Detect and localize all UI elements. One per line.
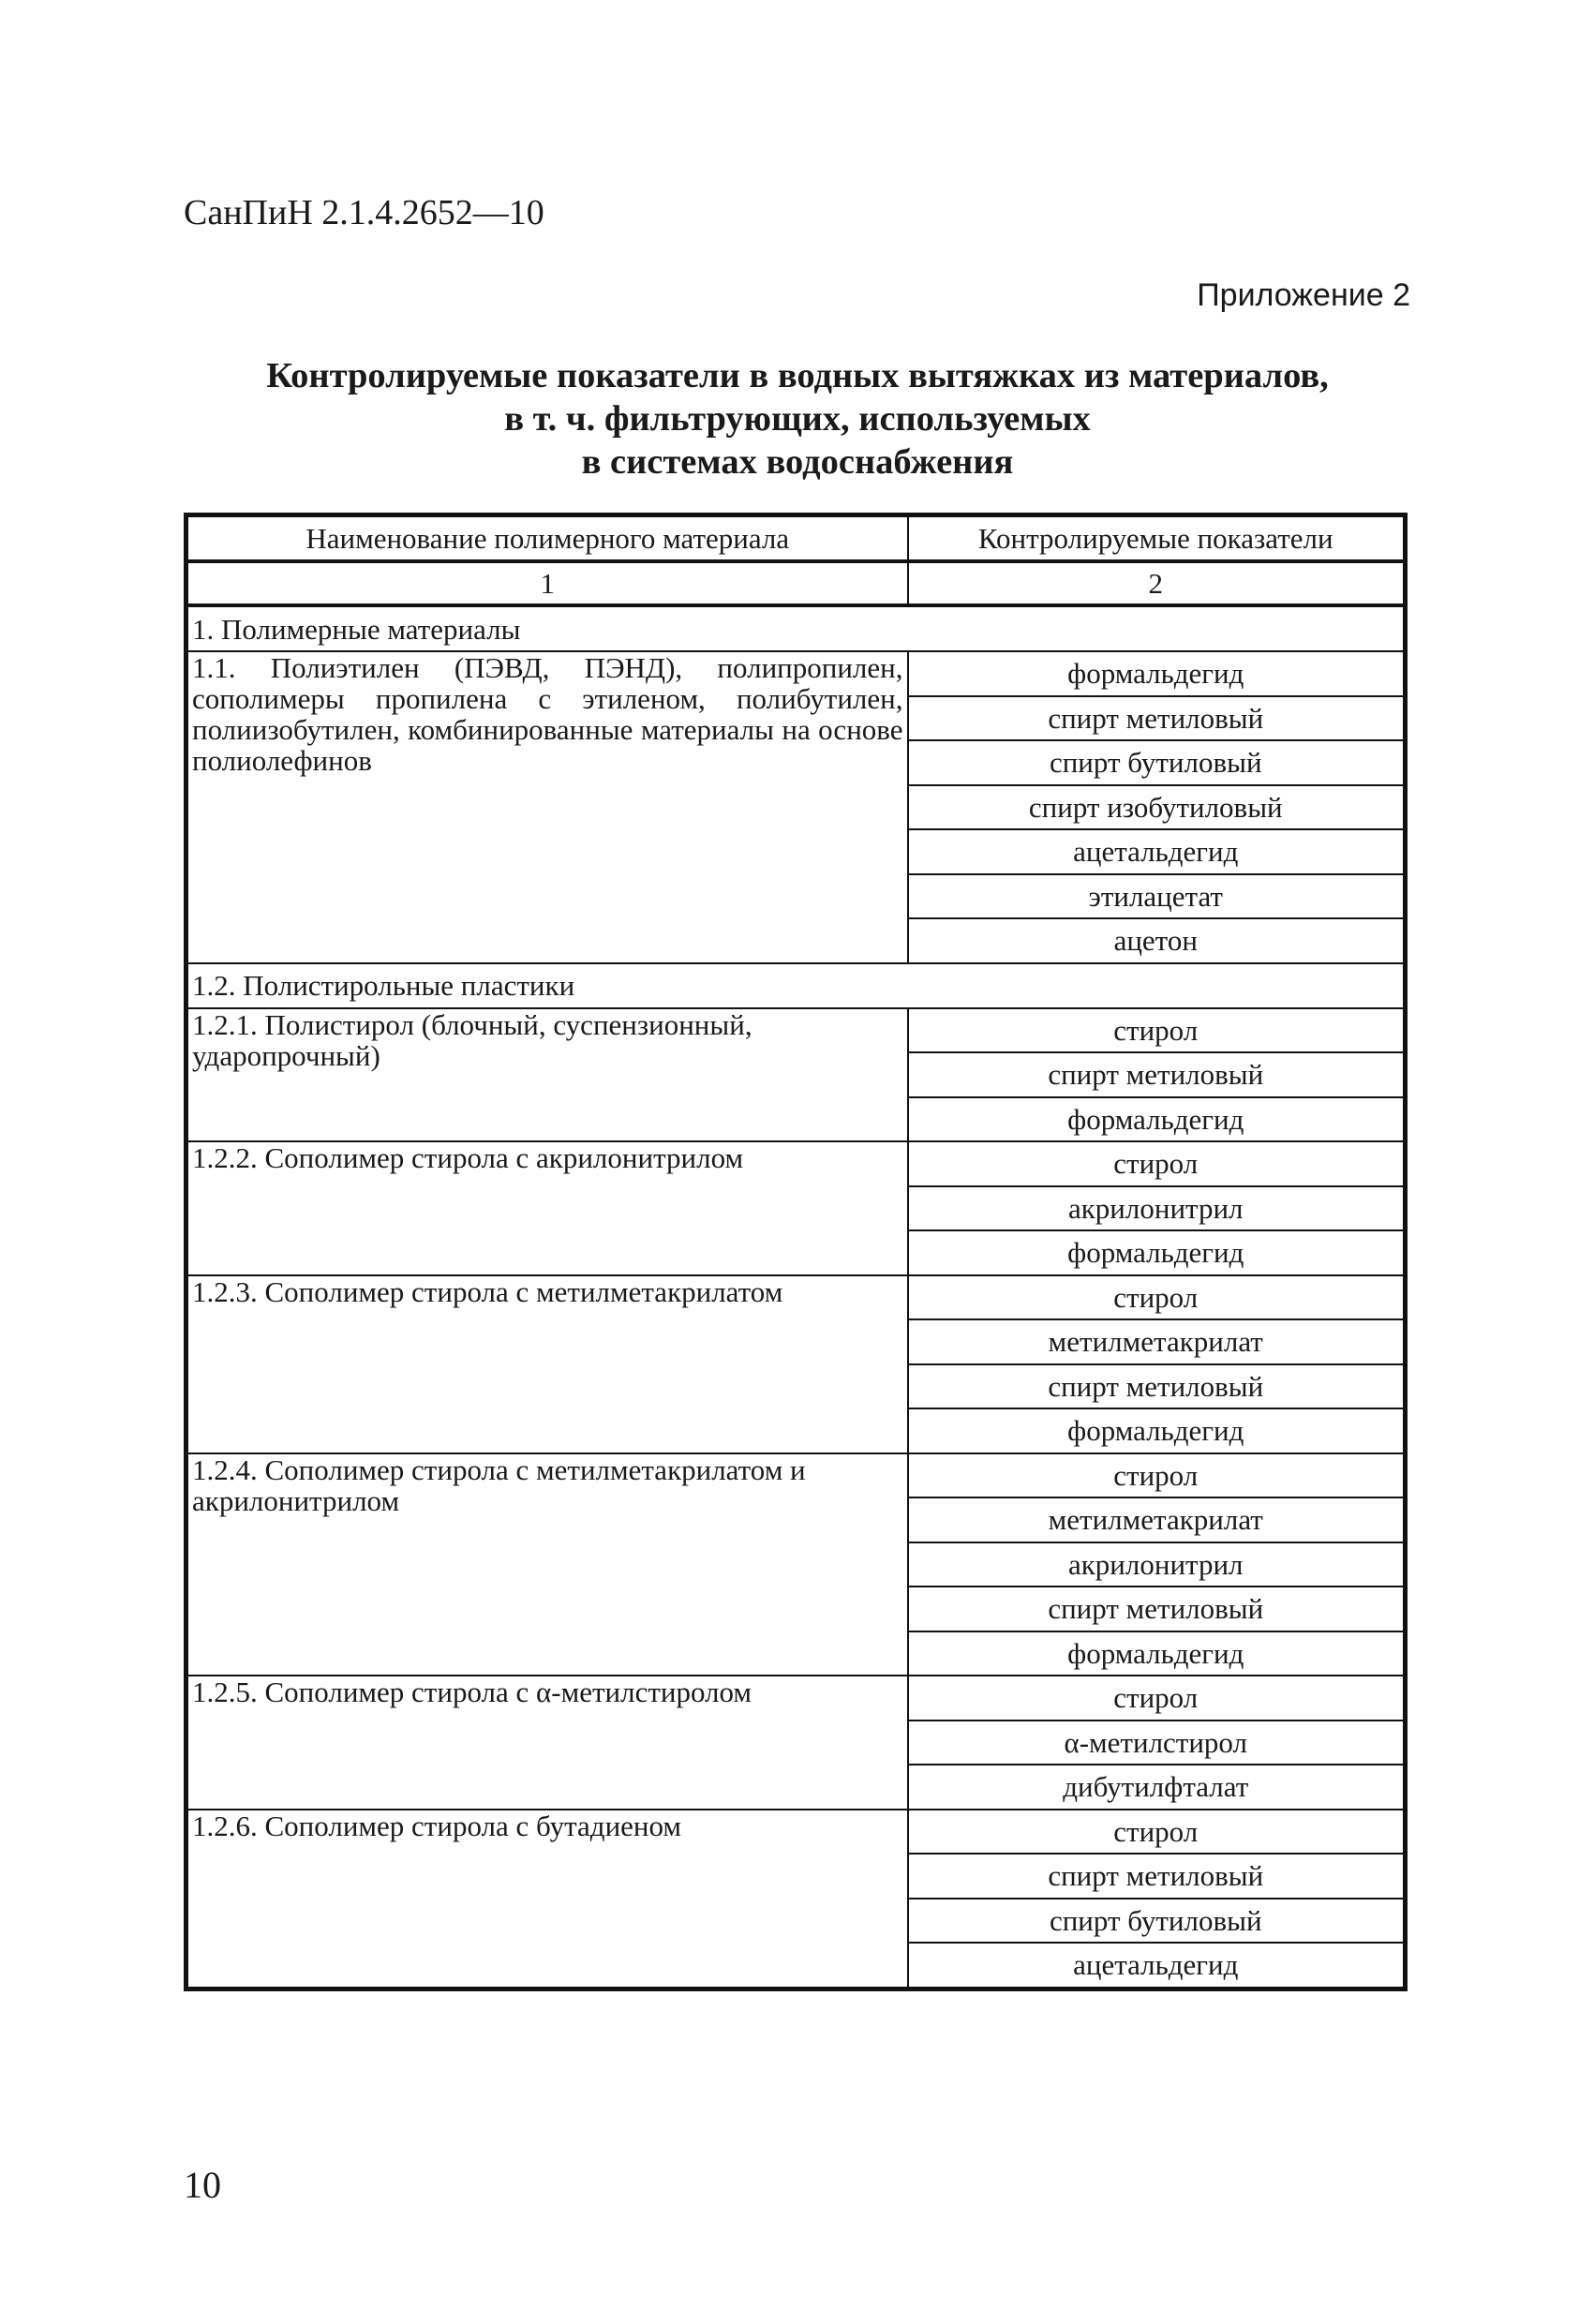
indicator-list — [908, 651, 1406, 963]
material-name: 1.2.6. Сополимер стирола с бутадиеном — [186, 1810, 908, 1989]
indicator-item: ацетальдегид — [1073, 1948, 1239, 1981]
indicators-table — [184, 513, 1408, 1991]
page-title — [184, 354, 1411, 484]
material-name: 1.2.1. Полистирол (блочный, суспензионный, ударопрочный) — [186, 1008, 908, 1142]
indicator-item: спирт метиловый — [909, 1365, 1404, 1410]
indicator-item: спирт метиловый — [909, 1587, 1404, 1632]
indicator-item: дибутилфталат — [1063, 1770, 1249, 1803]
page-number: 10 — [184, 2164, 221, 2206]
indicator-item: стирол — [909, 1142, 1404, 1187]
table-row — [186, 1676, 1406, 1810]
column-header-material: Наименование полимерного материала — [186, 515, 908, 562]
section-title: 1. Полимерные материалы — [186, 605, 1406, 651]
section-row — [186, 605, 1406, 651]
material-name: 1.2.5. Сополимер стирола с α-метилстиролом — [186, 1676, 908, 1810]
indicator-item: метилметакрилат — [909, 1498, 1404, 1543]
column-number-row — [186, 561, 1406, 605]
indicator-item: акрилонитрил — [909, 1187, 1404, 1232]
indicator-item: α-метилстирол — [909, 1721, 1404, 1766]
indicator-item: спирт бутиловый — [909, 741, 1404, 786]
indicator-item: спирт изобутиловый — [909, 786, 1404, 831]
title-line-1: Контролируемые показатели в водных вытяжках из материалов, — [266, 356, 1329, 395]
table-row — [186, 1008, 1406, 1142]
indicator-list — [908, 1141, 1406, 1275]
table-row — [186, 1141, 1406, 1275]
indicator-list — [908, 1275, 1406, 1453]
column-number-2: 2 — [908, 561, 1406, 605]
material-name: 1.1. Полиэтилен (ПЭВД, ПЭНД), полипропилен, сополимеры пропилена с этиленом, полибутилен, полиизобутилен, комбинированные материалы на основе полиолефинов — [186, 651, 908, 963]
appendix-label: Приложение 2 — [1197, 277, 1410, 313]
indicator-item: стирол — [909, 1276, 1404, 1321]
indicator-item: спирт метиловый — [909, 1855, 1404, 1899]
indicator-item: формальдегид — [1067, 1102, 1244, 1136]
indicator-item: стирол — [909, 1810, 1404, 1855]
material-name: 1.2.4. Сополимер стирола с метилметакрилатом и акрилонитрилом — [186, 1453, 908, 1676]
indicator-item: этилацетат — [909, 875, 1404, 920]
indicator-item: стирол — [909, 1009, 1404, 1054]
indicator-item: формальдегид — [1067, 1236, 1244, 1269]
section-row — [186, 963, 1406, 1008]
material-name: 1.2.3. Сополимер стирола с метилметакрилатом — [186, 1275, 908, 1453]
indicator-list — [908, 1008, 1406, 1142]
indicator-item: формальдегид — [1067, 1636, 1244, 1670]
table-row — [186, 1810, 1406, 1989]
table-row — [186, 651, 1406, 963]
indicator-item: формальдегид — [909, 652, 1404, 697]
indicator-item: стирол — [909, 1676, 1404, 1721]
indicator-item: спирт метиловый — [909, 1053, 1404, 1098]
material-name: 1.2.2. Сополимер стирола с акрилонитрилом — [186, 1141, 908, 1275]
indicator-item: ацетон — [1113, 924, 1198, 957]
indicator-item: спирт бутиловый — [909, 1899, 1404, 1944]
indicator-list — [908, 1676, 1406, 1810]
section-title: 1.2. Полистирольные пластики — [186, 963, 1406, 1008]
indicator-item: формальдегид — [1067, 1414, 1244, 1447]
indicator-item: ацетальдегид — [909, 830, 1404, 875]
indicator-item: спирт метиловый — [909, 697, 1404, 742]
indicator-list — [908, 1810, 1406, 1989]
column-header-indicators: Контролируемые показатели — [908, 515, 1406, 562]
table-header-row — [186, 515, 1406, 562]
table-row — [186, 1275, 1406, 1453]
indicator-item: стирол — [909, 1454, 1404, 1499]
indicator-list — [908, 1453, 1406, 1676]
document-code: СанПиН 2.1.4.2652—10 — [184, 193, 544, 232]
indicator-item: метилметакрилат — [909, 1320, 1404, 1365]
table-row — [186, 1453, 1406, 1676]
title-line-2: в т. ч. фильтрующих, используемых — [504, 399, 1091, 439]
indicator-item: акрилонитрил — [909, 1543, 1404, 1588]
column-number-1: 1 — [186, 561, 908, 605]
title-line-3: в системах водоснабжения — [581, 442, 1014, 482]
